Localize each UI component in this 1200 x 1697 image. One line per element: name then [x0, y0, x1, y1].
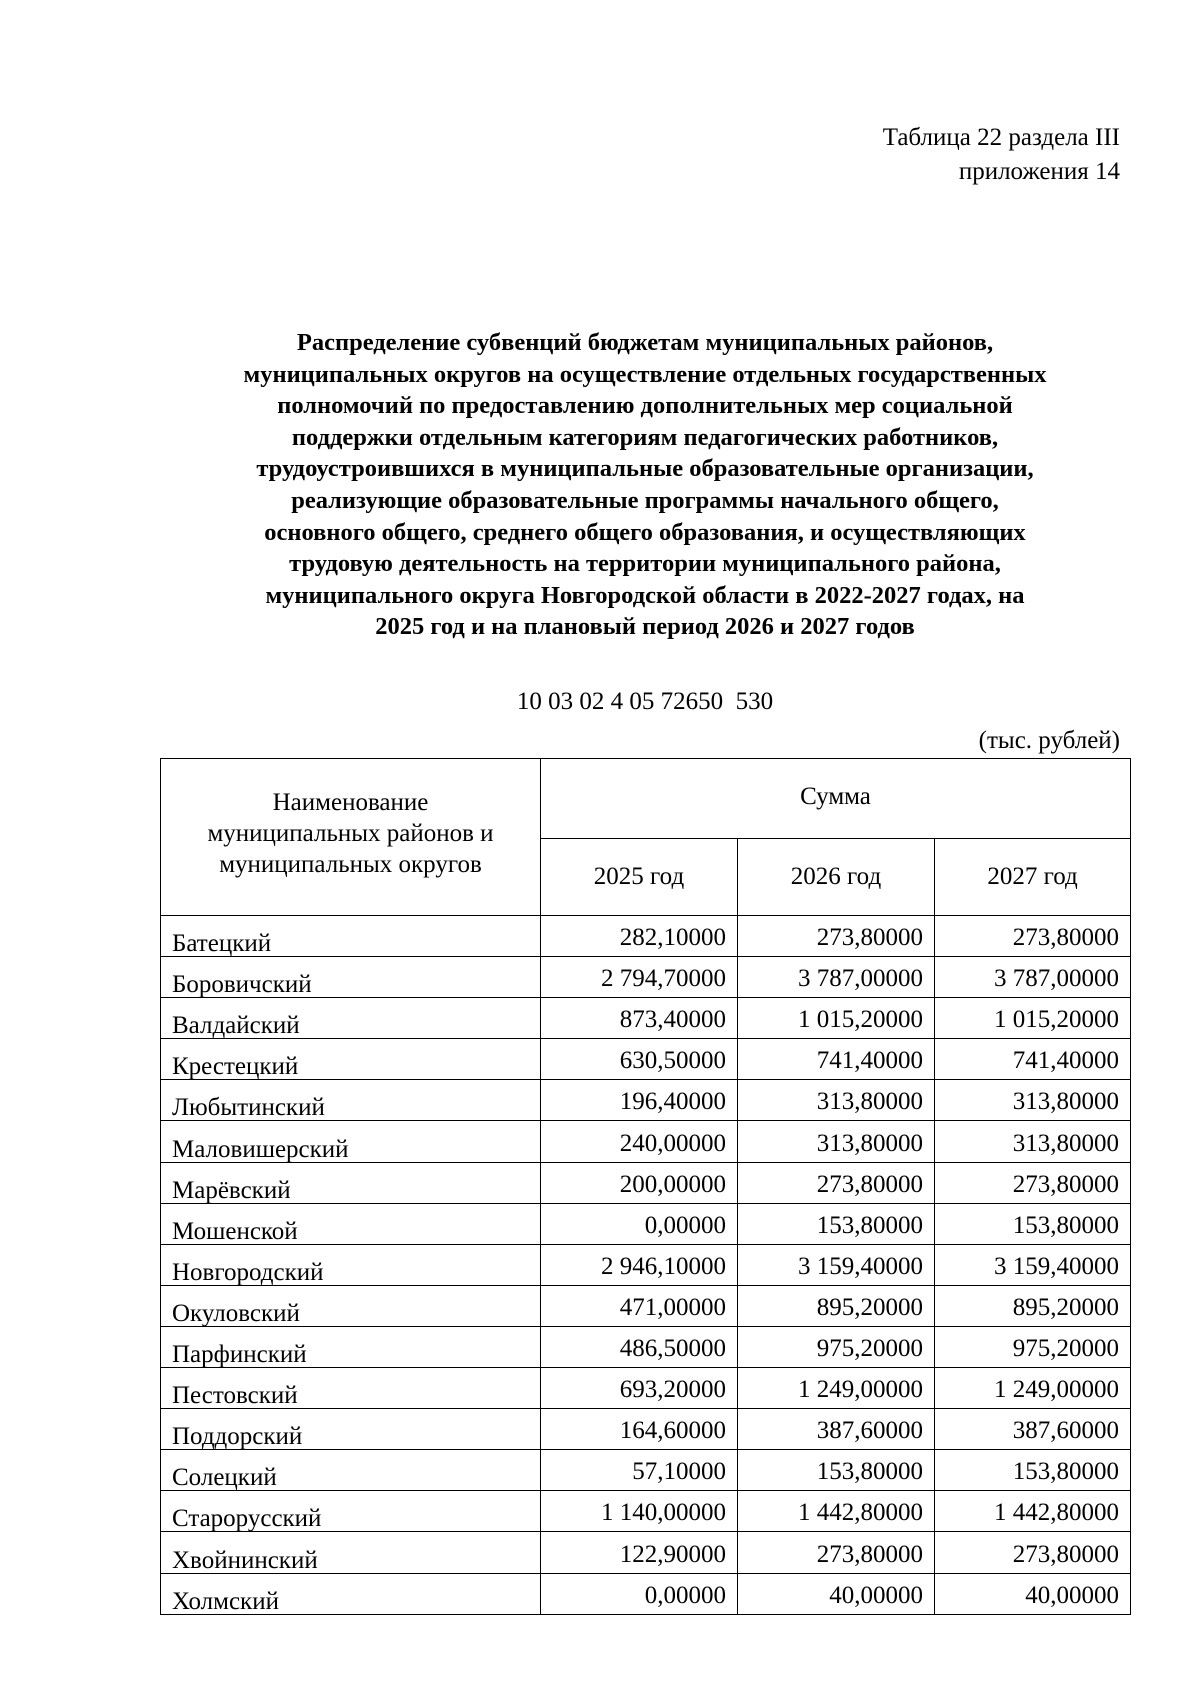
district-name-cell	[161, 957, 541, 998]
amount-2025-cell: 0,00000	[541, 1203, 738, 1244]
amount-2027-cell: 3 787,00000	[935, 957, 1131, 998]
amount-2026-cell: 313,80000	[738, 1121, 935, 1162]
amount-2027-cell: 1 249,00000	[935, 1368, 1131, 1409]
amount-2027-cell: 273,80000	[935, 916, 1131, 957]
district-name: Пестовский	[172, 1382, 298, 1410]
amount-2025-cell: 630,50000	[541, 1039, 738, 1080]
amount-2025-cell: 200,00000	[541, 1162, 738, 1203]
title-line: муниципального округа Новгородской области в 2022-2027 годах, на	[265, 581, 1025, 609]
district-name-cell	[161, 998, 541, 1039]
amount-2027-cell: 153,80000	[935, 1203, 1131, 1244]
amount-2026-cell: 895,20000	[738, 1285, 935, 1326]
amount-2027-cell: 895,20000	[935, 1285, 1131, 1326]
amount-2025-cell: 2 794,70000	[541, 957, 738, 998]
district-name: Новгородский	[172, 1258, 324, 1286]
district-name-cell	[161, 1326, 541, 1367]
amount-2027-cell: 387,60000	[935, 1409, 1131, 1450]
amount-2027-cell: 3 159,40000	[935, 1244, 1131, 1285]
amount-2027-cell: 273,80000	[935, 1162, 1131, 1203]
column-header-name-line: Наименование	[272, 788, 429, 816]
amount-2027-cell: 273,80000	[935, 1532, 1131, 1573]
title-line: полномочий по предоставлению дополнительных мер социальной	[277, 392, 1013, 420]
amount-2025-cell: 196,40000	[541, 1080, 738, 1121]
district-name-cell	[161, 1573, 541, 1614]
table-reference-line-1: Таблица 22 раздела III	[882, 124, 1120, 151]
amount-2027-cell: 313,80000	[935, 1080, 1131, 1121]
district-name-cell	[161, 1203, 541, 1244]
district-name: Холмский	[172, 1587, 279, 1615]
amount-2026-cell: 3 159,40000	[738, 1244, 935, 1285]
units-label: (тыс. рублей)	[978, 727, 1120, 754]
amount-2026-cell: 273,80000	[738, 1162, 935, 1203]
column-header-2026: 2026 год	[738, 839, 935, 916]
district-name: Окуловский	[172, 1299, 300, 1327]
district-name: Батецкий	[172, 930, 272, 958]
column-header-name	[161, 759, 541, 916]
district-name-cell	[161, 916, 541, 957]
district-name: Любытинский	[172, 1094, 325, 1122]
amount-2027-cell: 40,00000	[935, 1573, 1131, 1614]
amount-2025-cell: 240,00000	[541, 1121, 738, 1162]
title-line: поддержки отдельным категориям педагогических работников,	[291, 423, 999, 451]
table-row	[161, 1573, 1131, 1614]
amount-2027-cell: 313,80000	[935, 1121, 1131, 1162]
table-row	[161, 916, 1131, 957]
amount-2026-cell: 153,80000	[738, 1203, 935, 1244]
table-row	[161, 1409, 1131, 1450]
district-name: Марёвский	[172, 1176, 291, 1204]
amount-2025-cell: 2 946,10000	[541, 1244, 738, 1285]
district-name-cell	[161, 1121, 541, 1162]
district-name-cell	[161, 1409, 541, 1450]
title-line: трудоустроившихся в муниципальные образовательные организации,	[256, 455, 1034, 483]
document-title	[160, 327, 1130, 643]
title-line: муниципальных округов на осуществление отдельных государственных	[243, 360, 1047, 388]
amount-2026-cell: 313,80000	[738, 1080, 935, 1121]
table-reference	[883, 121, 1120, 189]
amount-2027-cell: 1 442,80000	[935, 1491, 1131, 1532]
district-name: Хвойнинский	[172, 1546, 318, 1574]
table-row	[161, 957, 1131, 998]
district-name: Старорусский	[172, 1505, 322, 1533]
amount-2027-cell: 975,20000	[935, 1326, 1131, 1367]
district-name-cell	[161, 1039, 541, 1080]
amount-2026-cell: 387,60000	[738, 1409, 935, 1450]
column-header-2027: 2027 год	[935, 839, 1131, 916]
district-name-cell	[161, 1162, 541, 1203]
amount-2026-cell: 3 787,00000	[738, 957, 935, 998]
amount-2026-cell: 1 442,80000	[738, 1491, 935, 1532]
district-name-cell	[161, 1491, 541, 1532]
district-name: Мошенской	[172, 1217, 298, 1245]
table-row	[161, 1450, 1131, 1491]
amount-2026-cell: 975,20000	[738, 1326, 935, 1367]
district-name: Боровичский	[172, 971, 312, 999]
district-name: Солецкий	[172, 1464, 277, 1492]
amount-2026-cell: 273,80000	[738, 1532, 935, 1573]
column-header-2025: 2025 год	[541, 839, 738, 916]
district-name: Парфинский	[172, 1341, 307, 1369]
district-name-cell	[161, 1368, 541, 1409]
amount-2025-cell: 486,50000	[541, 1326, 738, 1367]
amount-2025-cell: 282,10000	[541, 916, 738, 957]
budget-classification-code: 10 03 02 4 05 72650 530	[516, 688, 774, 715]
column-header-sum: Сумма	[541, 759, 1131, 839]
table-row	[161, 1491, 1131, 1532]
title-line: основного общего, среднего общего образования, и осуществляющих	[264, 518, 1026, 546]
amount-2025-cell: 1 140,00000	[541, 1491, 738, 1532]
district-name-cell	[161, 1244, 541, 1285]
table-row	[161, 1532, 1131, 1573]
district-name: Крестецкий	[172, 1053, 299, 1081]
amount-2025-cell: 164,60000	[541, 1409, 738, 1450]
amount-2026-cell: 153,80000	[738, 1450, 935, 1491]
district-name-cell	[161, 1532, 541, 1573]
amount-2026-cell: 273,80000	[738, 916, 935, 957]
amount-2026-cell: 1 249,00000	[738, 1368, 935, 1409]
amount-2025-cell: 57,10000	[541, 1450, 738, 1491]
district-name-cell	[161, 1285, 541, 1326]
district-name: Поддорский	[172, 1423, 303, 1451]
amount-2026-cell: 1 015,20000	[738, 998, 935, 1039]
amount-2026-cell: 40,00000	[738, 1573, 935, 1614]
table-row	[161, 1080, 1131, 1121]
title-line: 2025 год и на плановый период 2026 и 2027 годов	[375, 613, 915, 641]
district-name-cell	[161, 1080, 541, 1121]
table-row	[161, 1326, 1131, 1367]
district-name-cell	[161, 1450, 541, 1491]
table-row	[161, 998, 1131, 1039]
district-name: Маловишерский	[172, 1135, 349, 1163]
district-name: Валдайский	[172, 1012, 300, 1040]
amount-2027-cell: 1 015,20000	[935, 998, 1131, 1039]
amount-2025-cell: 122,90000	[541, 1532, 738, 1573]
amount-2027-cell: 153,80000	[935, 1450, 1131, 1491]
title-line: Распределение субвенций бюджетам муниципальных районов,	[296, 329, 994, 356]
amount-2025-cell: 873,40000	[541, 998, 738, 1039]
subvention-table	[160, 758, 1131, 1615]
table-row	[161, 1039, 1131, 1080]
table-row	[161, 1285, 1131, 1326]
column-header-name-line: муниципальных округов	[219, 850, 482, 878]
amount-2026-cell: 741,40000	[738, 1039, 935, 1080]
table-row	[161, 1121, 1131, 1162]
title-line: трудовую деятельность на территории муниципального района,	[289, 550, 1001, 578]
amount-2025-cell: 0,00000	[541, 1573, 738, 1614]
table-row	[161, 1162, 1131, 1203]
amount-2025-cell: 693,20000	[541, 1368, 738, 1409]
amount-2027-cell: 741,40000	[935, 1039, 1131, 1080]
table-row	[161, 1203, 1131, 1244]
table-row	[161, 1244, 1131, 1285]
title-line: реализующие образовательные программы начального общего,	[291, 486, 999, 514]
table-row	[161, 1368, 1131, 1409]
table-reference-line-2: приложения 14	[958, 158, 1120, 185]
table-body	[161, 916, 1131, 1615]
amount-2025-cell: 471,00000	[541, 1285, 738, 1326]
column-header-name-line: муниципальных районов и	[207, 819, 494, 847]
